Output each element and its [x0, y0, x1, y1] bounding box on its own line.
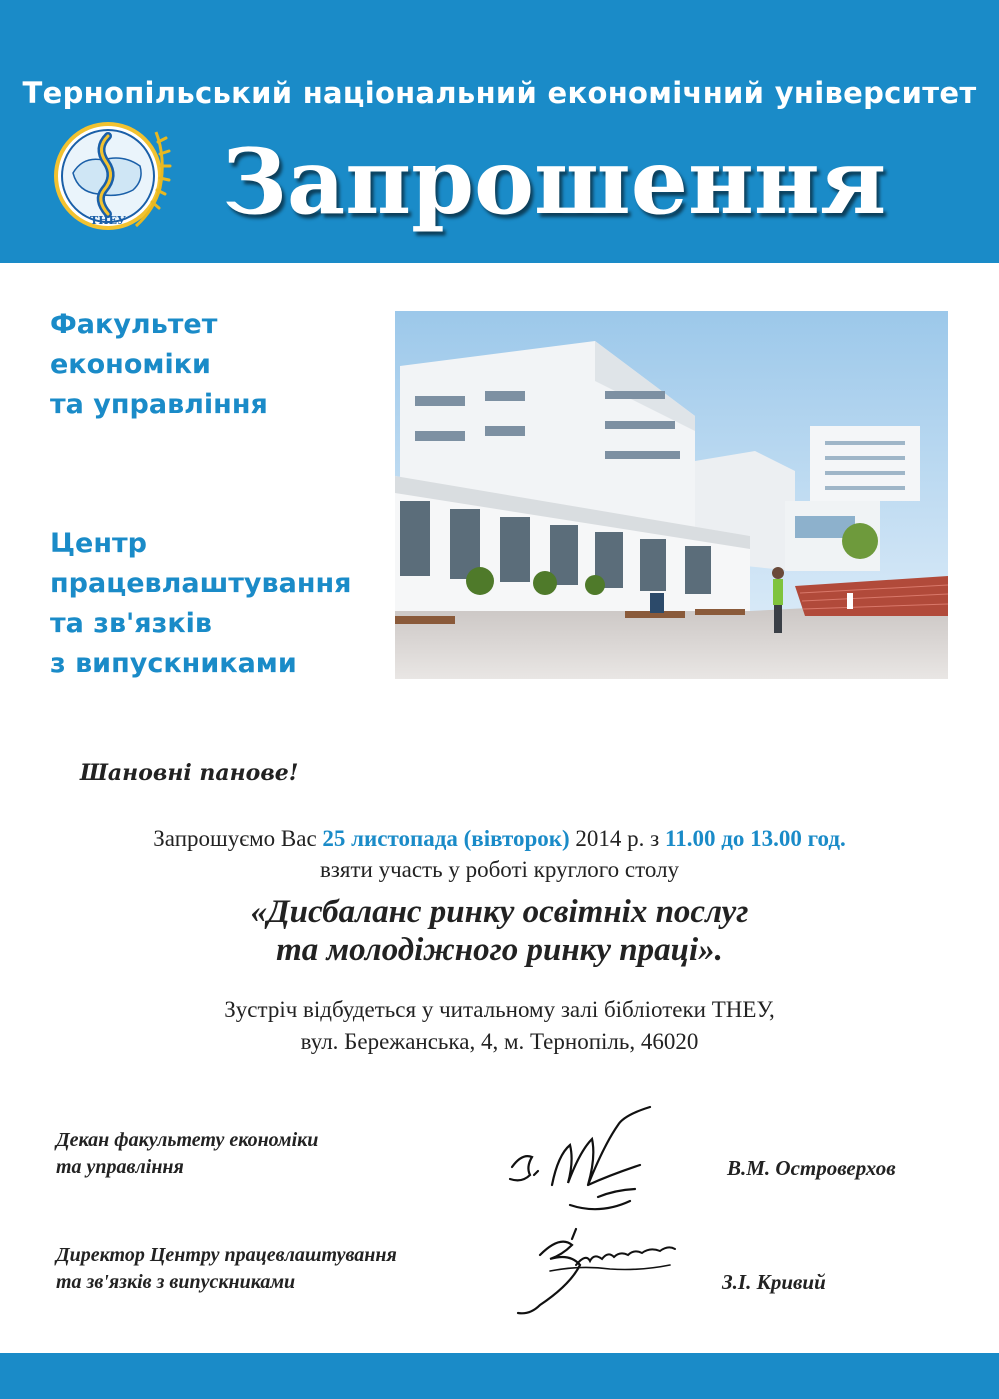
- event-time: 11.00 до 13.00 год.: [665, 826, 846, 851]
- dean-name: В.М. Островерхов: [727, 1156, 896, 1180]
- logo-text: ТНЕУ: [90, 214, 126, 227]
- event-topic-line-1: «Дисбаланс ринку освітніх послуг: [250, 894, 749, 930]
- event-date: 25 листопада (вівторок): [322, 826, 570, 851]
- dean-title: Декан факультету економіки та управління: [56, 1129, 319, 1178]
- university-building-photo: [395, 311, 948, 679]
- header-banner: [0, 0, 999, 263]
- director-signature-icon: [510, 1225, 685, 1325]
- career-center-name: Центр працевлаштування та зв'язків з випускниками: [50, 528, 352, 679]
- venue-address: вул. Бережанська, 4, м. Тернопіль, 46020: [300, 1029, 699, 1054]
- faculty-name: Факультет економіки та управління: [50, 309, 268, 420]
- university-logo-icon: [48, 118, 174, 234]
- venue-line-1: Зустріч відбудеться у читальному залі бібліотеки ТНЕУ,: [224, 997, 775, 1022]
- page-title: Запрошення: [222, 129, 887, 235]
- director-name: З.І. Кривий: [722, 1270, 826, 1294]
- participation-line: взяти участь у роботі круглого столу: [319, 857, 680, 882]
- greeting: Шановні панове!: [80, 760, 299, 786]
- director-title: Директор Центру працевлаштування та зв'язків з випускниками: [56, 1244, 397, 1293]
- footer-bar: [0, 1353, 999, 1399]
- university-name: Тернопільський національний економічний університет: [22, 76, 977, 110]
- invitation-line: Запрошуємо Вас 25 листопада (вівторок) 2014 р. з 11.00 до 13.00 год.: [153, 826, 846, 851]
- dean-signature-icon: [500, 1105, 660, 1220]
- event-topic-line-2: та молодіжного ринку праці».: [276, 932, 723, 968]
